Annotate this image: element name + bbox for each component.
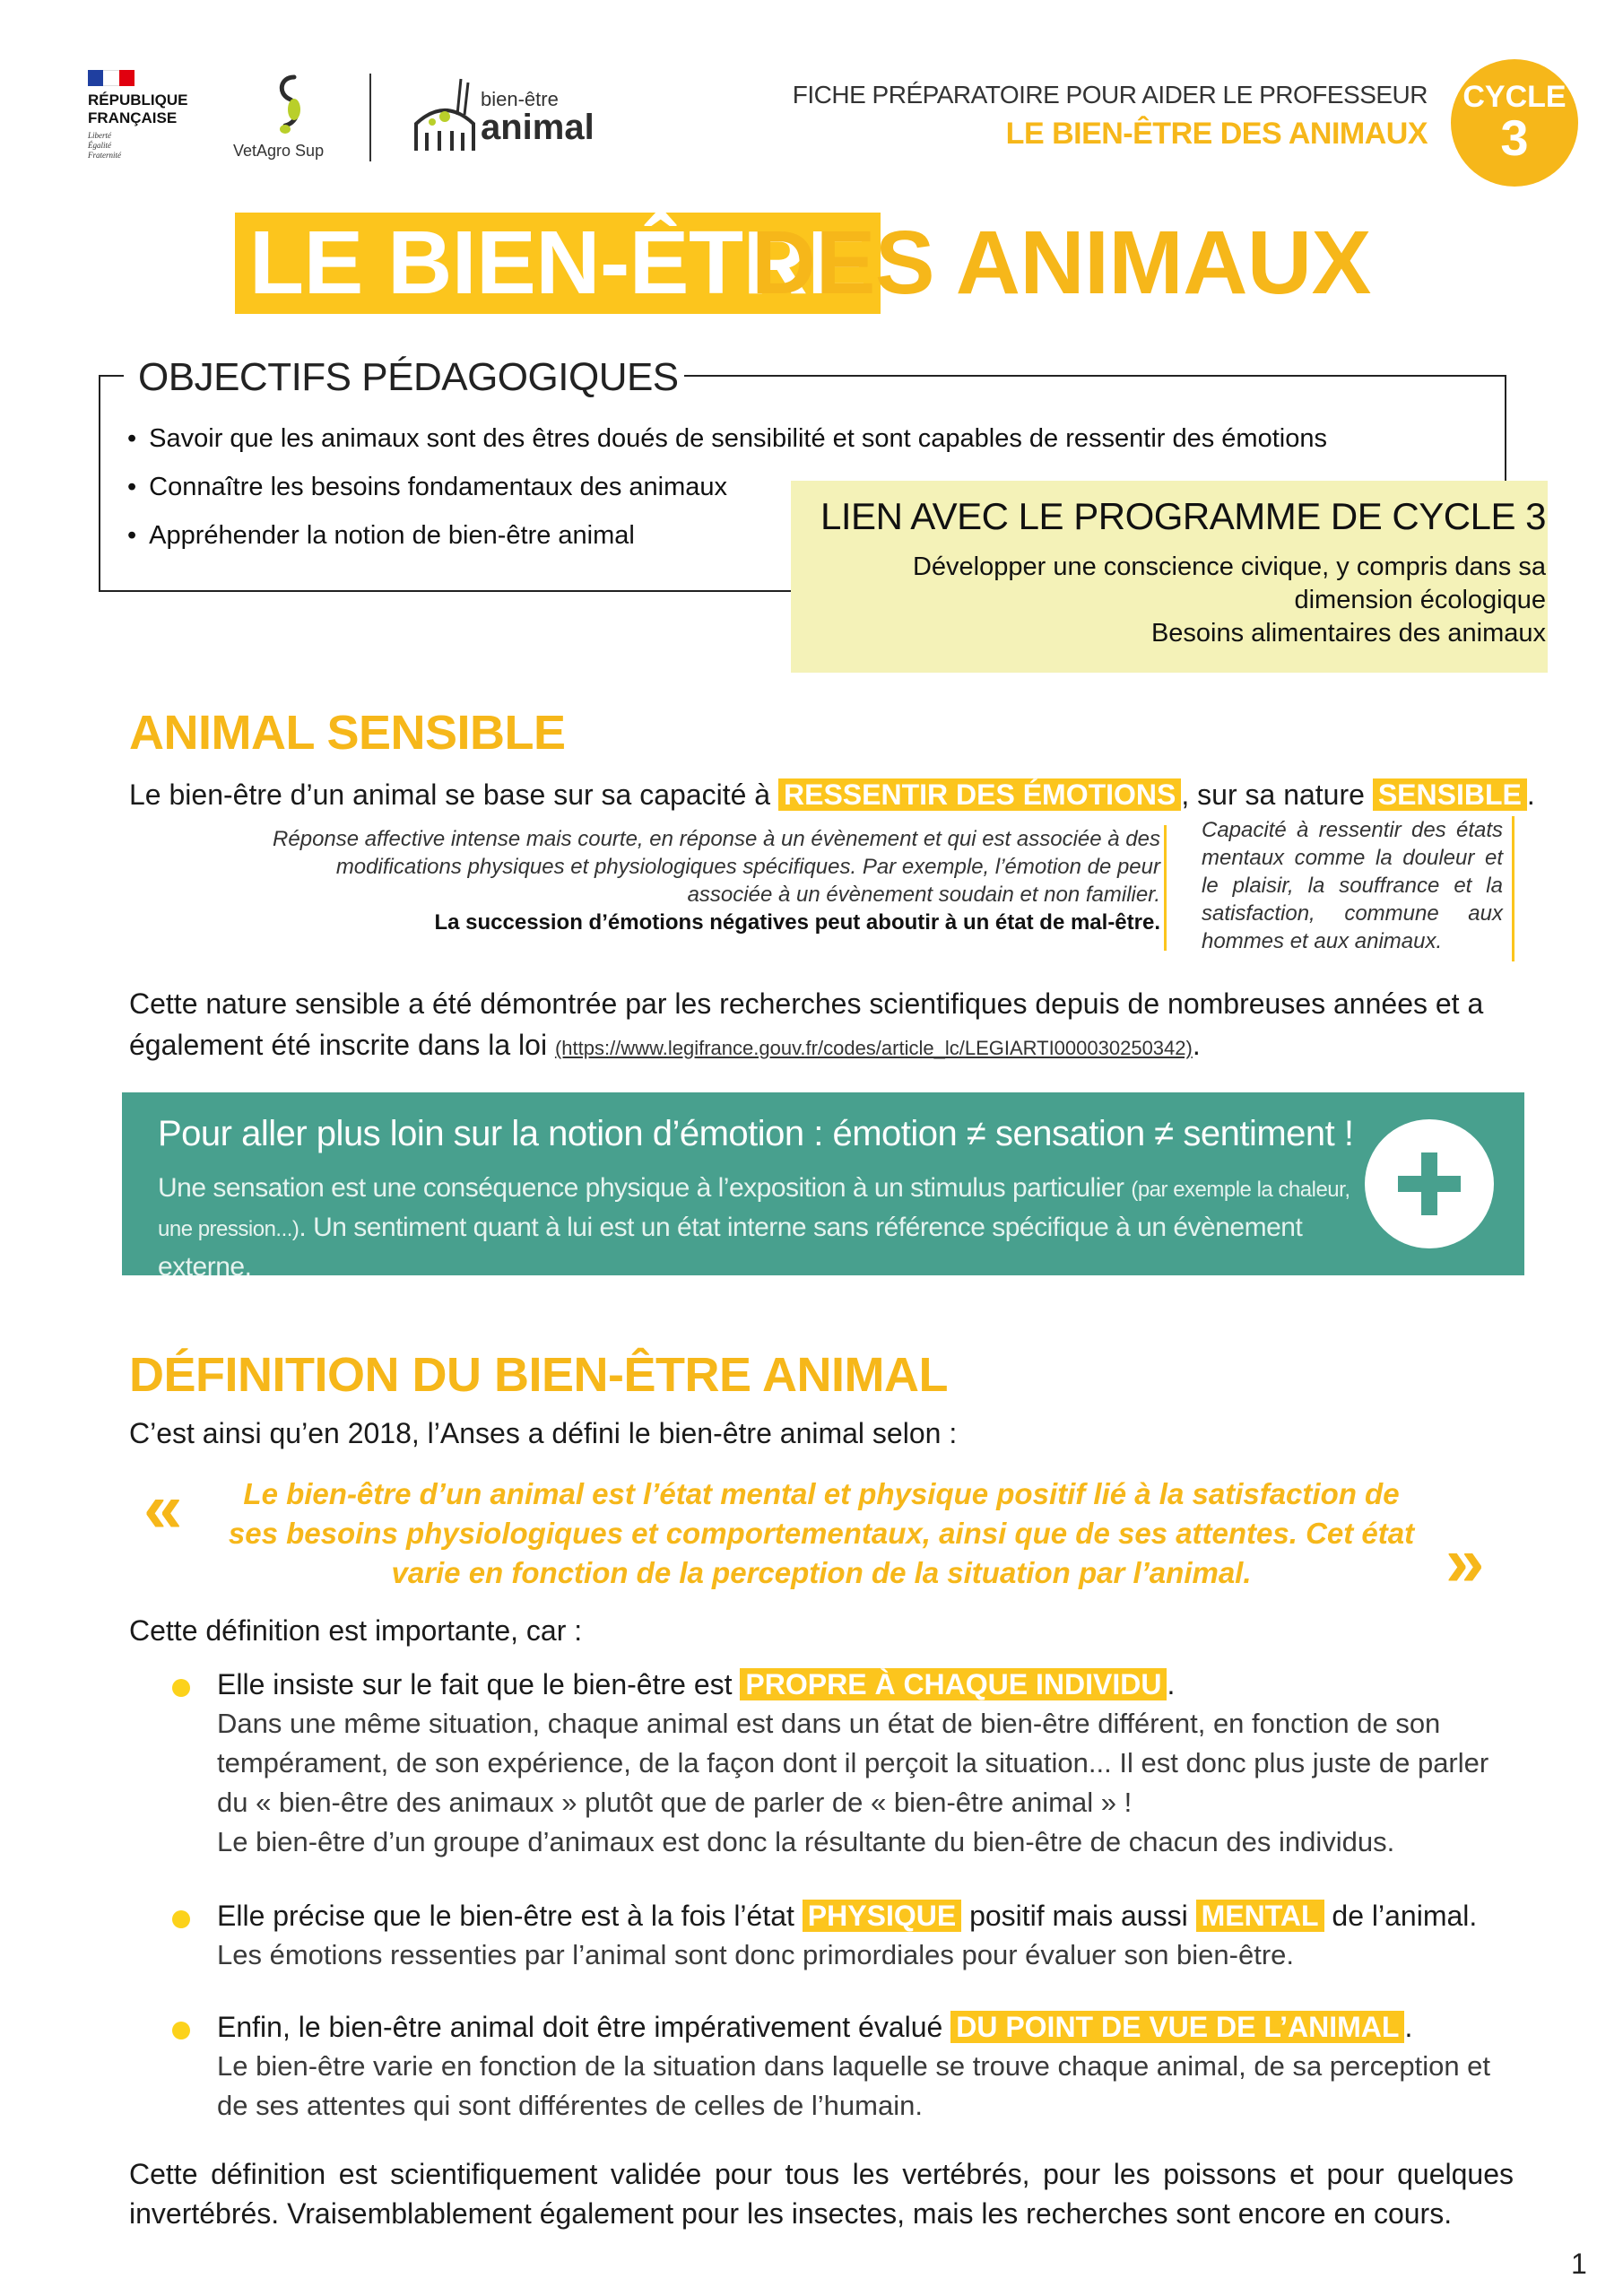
- definition-important: Cette définition est importante, car :: [129, 1614, 583, 1647]
- definition-sensible-note: Capacité à ressentir des états mentaux comme la douleur et le plaisir, la souffrance et la satisfaction, commune aux hommes et aux animaux.: [1202, 818, 1503, 953]
- quote-close-mark: »: [1445, 1522, 1485, 1601]
- highlight-physique: PHYSIQUE: [803, 1900, 961, 1932]
- highlight-ressentir: RESSENTIR DES ÉMOTIONS: [778, 778, 1181, 811]
- anses-definition-quote: Le bien-être d’un animal est l’état mental et physique positif lié à la satisfaction de ses besoins physiologiques et comportementaux, ainsi que de ses attentes. Cet état varie en fonction de la perception de la situation par l’animal.: [228, 1477, 1415, 1589]
- list-item: Elle précise que le bien-être est à la fois l’état PHYSIQUE positif mais aussi MENTAL de l’animal. Les émotions ressenties par l’animal sont donc primordiales pour évaluer son bien-être.: [217, 1900, 1478, 1970]
- republique-flag-icon: [88, 70, 135, 86]
- highlight-propre: PROPRE À CHAQUE INDIVIDU: [740, 1668, 1167, 1700]
- fiche-title: LE BIEN-ÊTRE DES ANIMAUX: [1005, 117, 1428, 151]
- republique-francaise-logo: RÉPUBLIQUE FRANÇAISE: [88, 91, 188, 126]
- highlight-mental: MENTAL: [1196, 1900, 1324, 1932]
- list-item: Enfin, le bien-être animal doit être impérativement évalué DU POINT DE VUE DE L’ANIMAL . Le bien-être varie en fonction de la situation dans laquelle se trouve chaque animal, de sa perception et de ses attentes qui sont différentes de celles de l’humain.: [217, 2011, 1491, 2121]
- objectifs-title: OBJECTIFS PÉDAGOGIQUES: [133, 355, 684, 400]
- note-bracket: [1164, 825, 1167, 951]
- cycle-label: CYCLE: [1462, 80, 1567, 114]
- cycle-badge: [1451, 59, 1578, 187]
- highlight-point-de-vue: DU POINT DE VUE DE L’ANIMAL: [950, 2011, 1404, 2043]
- definition-emotion-note: Réponse affective intense mais courte, en réponse à un évènement et qui est associée à des modifications physiques et physiologiques spécifiques. Par exemple, l’émotion de peur associée à un évènement soudain et non familier. La succession d’émotions négatives peut aboutir à un état de mal-être.: [273, 827, 1160, 935]
- fiche-subtitle: FICHE PRÉPARATOIRE POUR AIDER LE PROFESSEUR: [792, 81, 1428, 109]
- legifrance-link[interactable]: (https://www.legifrance.gouv.fr/codes/article_lc/LEGIARTI000030250342): [554, 1037, 1193, 1059]
- republique-motto: Liberté Égalité Fraternité: [88, 131, 121, 160]
- definition-conclusion: Cette définition est scientifiquement validée pour tous les vertébrés, pour les poissons et pour quelques invertébrés. Vraisemblablement également pour les insectes, mais les recherches sont encore en cours.: [129, 2158, 1514, 2230]
- lien-programme-title: LIEN AVEC LE PROGRAMME DE CYCLE 3: [820, 495, 1546, 537]
- logo-separator: [369, 74, 371, 161]
- list-item: Elle insiste sur le fait que le bien-être est PROPRE À CHAQUE INDIVIDU . Dans une même situation, chaque animal est dans un état de bien-être différent, en fonction de son tempérament, de son expérience, de la façon dont il perçoit la situation... Il est donc plus juste de parler du « bien-être des animaux » plutôt que de parler de « bien-être animal » ! Le bien-être d’un groupe d’animaux est donc la résultante du bien-être de chacun des individus.: [217, 1668, 1489, 1857]
- cycle-number: 3: [1500, 109, 1529, 166]
- note-bracket: [1512, 816, 1515, 961]
- vetagro-name: VetAgro Sup: [233, 142, 325, 160]
- list-item: • Appréhender la notion de bien-être animal: [127, 511, 1327, 560]
- bullet-icon: [172, 1679, 190, 1697]
- lien-programme-text: Développer une conscience civique, y compris dans sa dimension écologique Besoins alimentaires des animaux: [912, 552, 1546, 648]
- list-item: • Connaître les besoins fondamentaux des animaux: [127, 463, 1327, 511]
- list-item: • Savoir que les animaux sont des êtres doués de sensibilité et sont capables de ressentir des émotions: [127, 414, 1327, 463]
- plus-box-title: Pour aller plus loin sur la notion d’émotion : émotion ≠ sensation ≠ sentiment !: [158, 1114, 1354, 1153]
- bullet-icon: [172, 1910, 190, 1928]
- chaire-bien-etre-logo-icon: [409, 70, 481, 160]
- sensible-paragraph: Cette nature sensible a été démontrée par les recherches scientifiques depuis de nombreuses années et a également été inscrite dans la loi (https://www.legifrance.gouv.fr/codes/article_lc/LEGIARTI000030250342).: [129, 987, 1484, 1061]
- highlight-sensible: SENSIBLE: [1373, 778, 1527, 811]
- plus-icon-bar: [1421, 1152, 1437, 1215]
- definition-intro: C’est ainsi qu’en 2018, l’Anses a défini le bien-être animal selon :: [129, 1417, 958, 1449]
- quote-open-mark: «: [143, 1468, 183, 1547]
- page-title-rest: DES ANIMAUX: [751, 213, 1371, 313]
- section-heading-definition: DÉFINITION DU BIEN-ÊTRE ANIMAL: [129, 1348, 948, 1402]
- chaire-name: bien-être animal: [481, 88, 595, 147]
- vetagro-logo-icon: [267, 72, 312, 136]
- bullet-icon: [172, 2022, 190, 2039]
- objectifs-frame-top-right: [556, 375, 1505, 377]
- page-number: 1: [1571, 2248, 1587, 2280]
- plus-box-text: Une sensation est une conséquence physique à l’exposition à un stimulus particulier (par exemple la chaleur, une pression...). Un sentiment quant à lui est un état interne sans référence spécifique à un évènement externe.: [158, 1173, 1350, 1282]
- page-title-highlight: LE BIEN-ÊTRE: [235, 213, 881, 314]
- sensible-intro: Le bien-être d’un animal se base sur sa capacité à RESSENTIR DES ÉMOTIONS , sur sa nature SENSIBLE .: [129, 778, 1535, 811]
- section-heading-animal-sensible: ANIMAL SENSIBLE: [129, 706, 566, 760]
- objectifs-frame-top-left: [99, 375, 124, 377]
